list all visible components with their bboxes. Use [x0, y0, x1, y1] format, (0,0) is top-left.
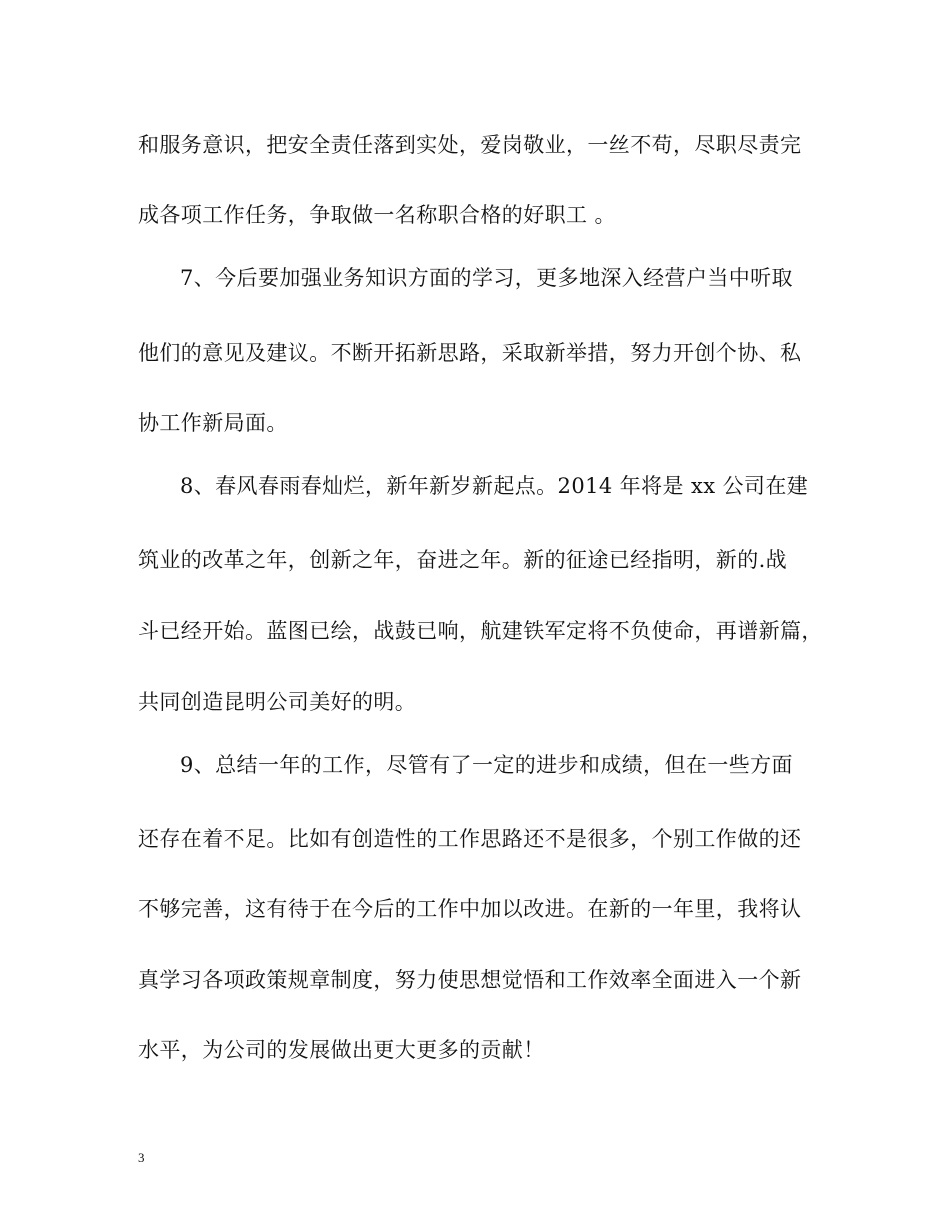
- text-line: 7、今后要加强业务知识方面的学习，更多地深入经营户当中听取: [180, 266, 793, 290]
- text-line: 协工作新局面。: [138, 411, 288, 435]
- text-line: 成各项工作任务，争取做一名称职合格的好职工 。: [138, 203, 616, 227]
- text-line: 筑业的改革之年，创新之年，奋进之年。新的征途已经指明，新的.战: [138, 548, 788, 572]
- text-line: 不够完善，这有待于在今后的工作中加以改进。在新的一年里，我将认: [138, 897, 802, 921]
- text-line: 还存在着不足。比如有创造性的工作思路还不是很多，个别工作做的还: [138, 827, 802, 851]
- text-line: 和服务意识，把安全责任落到实处，爱岗敬业，一丝不苟，尽职尽责完: [138, 133, 802, 157]
- text-line: 斗已经开始。蓝图已绘，战鼓已响，航建铁军定将不负使命，再谱新篇，: [138, 619, 823, 643]
- text-line: 真学习各项政策规章制度，努力使思想觉悟和工作效率全面进入一个新: [138, 968, 802, 992]
- text-line: 水平，为公司的发展做出更大更多的贡献！: [138, 1038, 545, 1062]
- text-line: 9、总结一年的工作，尽管有了一定的进步和成绩，但在一些方面: [180, 753, 793, 777]
- text-line: 他们的意见及建议。不断开拓新思路，采取新举措，努力开创个协、私: [138, 341, 802, 365]
- text-line: 8、春风春雨春灿烂，新年新岁新起点。2014 年将是 xx 公司在建: [180, 474, 809, 498]
- text-line: 共同创造昆明公司美好的明。: [138, 690, 417, 714]
- page-number: 3: [138, 1150, 145, 1165]
